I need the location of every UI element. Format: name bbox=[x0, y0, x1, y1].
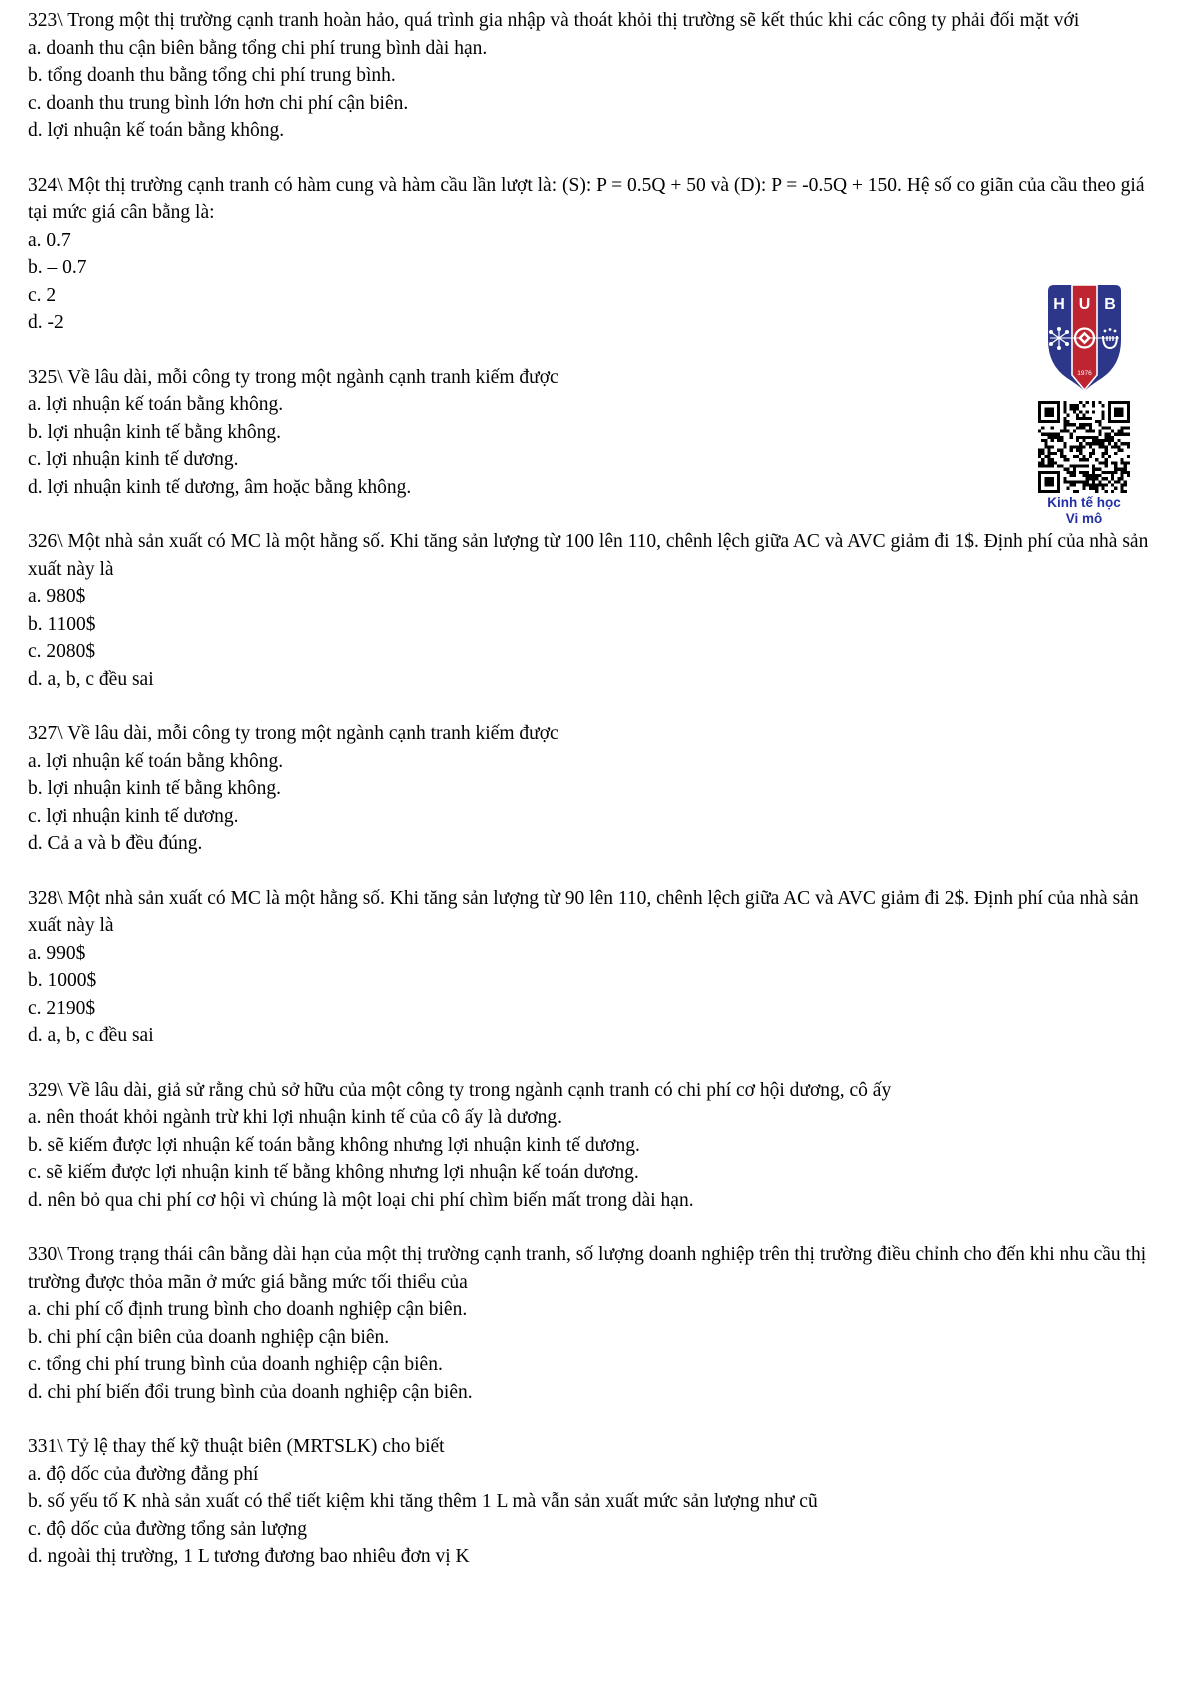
answer-option: c. độ dốc của đường tổng sản lượng bbox=[28, 1518, 307, 1540]
answer-option: c. lợi nhuận kinh tế dương. bbox=[28, 805, 239, 827]
answer-option: b. lợi nhuận kinh tế bằng không. bbox=[28, 421, 281, 443]
question-block bbox=[28, 885, 1163, 1050]
qr-label-line1: Kinh tế học bbox=[1047, 495, 1121, 510]
answer-option: a. 980$ bbox=[28, 586, 86, 607]
question-block bbox=[28, 1241, 1163, 1406]
answer-option: c. sẽ kiếm được lợi nhuận kinh tế bằng không nhưng lợi nhuận kế toán dương. bbox=[28, 1162, 639, 1183]
question-block bbox=[28, 364, 1163, 502]
answer-option: b. số yếu tố K nhà sản xuất có thể tiết kiệm khi tăng thêm 1 L mà vẫn sản xuất mức sản lượng như cũ bbox=[28, 1491, 818, 1512]
answer-option: a. lợi nhuận kế toán bằng không. bbox=[28, 394, 284, 415]
question-text: 331\ Tỷ lệ thay thế kỹ thuật biên (MRTSLK) cho biết bbox=[28, 1436, 445, 1457]
answer-option: d. lợi nhuận kinh tế dương, âm hoặc bằng không. bbox=[28, 476, 412, 498]
answer-option: a. lợi nhuận kế toán bằng không. bbox=[28, 750, 284, 772]
answer-option: c. 2190$ bbox=[28, 997, 96, 1019]
answer-option: a. doanh thu cận biên bằng tổng chi phí trung bình dài hạn. bbox=[28, 37, 488, 59]
answer-option: b. lợi nhuận kinh tế bằng không. bbox=[28, 778, 281, 799]
logo-letter-b: B bbox=[1103, 296, 1116, 313]
answer-option: d. ngoài thị trường, 1 L tương đương bao nhiêu đơn vị K bbox=[28, 1546, 470, 1567]
question-block bbox=[28, 172, 1163, 337]
answer-option: d. -2 bbox=[28, 312, 64, 333]
question-block bbox=[28, 1077, 1163, 1215]
answer-option: c. tổng chi phí trung bình của doanh nghiệp cận biên. bbox=[28, 1354, 443, 1375]
question-text: 326\ Một nhà sản xuất có MC là một hằng số. Khi tăng sản lượng từ 100 lên 110, chênh lệch giữa AC và AVC giảm đi 1$. Định phí của nhà sản xuất này là bbox=[28, 531, 1149, 580]
answer-option: c. lợi nhuận kinh tế dương. bbox=[28, 449, 239, 470]
answer-option: a. 0.7 bbox=[28, 229, 71, 251]
answer-option: a. nên thoát khỏi ngành trừ khi lợi nhuận kinh tế của cô ấy là dương. bbox=[28, 1107, 563, 1128]
question-block bbox=[28, 1433, 1163, 1571]
answer-option: b. – 0.7 bbox=[28, 257, 87, 278]
question-block bbox=[28, 7, 1163, 145]
answer-option: d. chi phí biến đổi trung bình của doanh nghiệp cận biên. bbox=[28, 1381, 473, 1403]
answer-option: d. Cả a và b đều đúng. bbox=[28, 833, 203, 854]
question-list bbox=[28, 7, 1163, 1598]
answer-option: a. 990$ bbox=[28, 942, 86, 964]
answer-option: b. 1100$ bbox=[28, 613, 96, 635]
branding-block bbox=[1036, 280, 1132, 527]
question-text: 324\ Một thị trường cạnh tranh có hàm cung và hàm cầu lần lượt là: (S): P = 0.5Q + 50 và (D): P = -0.5Q + 150. Hệ số co giãn của cầu theo giá tại mức giá cân bằng là: bbox=[28, 174, 1145, 223]
question-text: 330\ Trong trạng thái cân bằng dài hạn của một thị trường cạnh tranh, số lượng doanh nghiệp trên thị trường điều chỉnh cho đến khi nhu cầu thị trường được thỏa mãn ở mức giá bằng mức tối thiểu của bbox=[28, 1244, 1147, 1293]
answer-option: c. doanh thu trung bình lớn hơn chi phí cận biên. bbox=[28, 92, 409, 114]
question-text: 327\ Về lâu dài, mỗi công ty trong một ngành cạnh tranh kiếm được bbox=[28, 723, 559, 744]
answer-option: b. 1000$ bbox=[28, 970, 97, 991]
answer-option: d. lợi nhuận kế toán bằng không. bbox=[28, 120, 285, 141]
question-block bbox=[28, 720, 1163, 858]
question-text: 328\ Một nhà sản xuất có MC là một hằng số. Khi tăng sản lượng từ 90 lên 110, chênh lệch giữa AC và AVC giảm đi 2$. Định phí của nhà sản xuất này là bbox=[28, 887, 1139, 936]
answer-option: b. tổng doanh thu bằng tổng chi phí trung bình. bbox=[28, 65, 396, 86]
qr-label bbox=[1036, 495, 1132, 527]
answer-option: a. chi phí cố định trung bình cho doanh nghiệp cận biên. bbox=[28, 1299, 468, 1320]
answer-option: d. a, b, c đều sai bbox=[28, 1025, 154, 1046]
qr-label-line2: Vi mô bbox=[1065, 511, 1103, 526]
logo-letter-u: U bbox=[1078, 296, 1090, 313]
question-text: 329\ Về lâu dài, giả sử rằng chủ sở hữu của một công ty trong ngành cạnh tranh có chi phí cơ hội dương, cô ấy bbox=[28, 1079, 892, 1101]
question-block bbox=[28, 528, 1163, 693]
logo-letter-h: H bbox=[1052, 296, 1065, 313]
answer-option: d. a, b, c đều sai bbox=[28, 668, 154, 690]
answer-option: c. 2 bbox=[28, 284, 57, 306]
answer-option: b. chi phí cận biên của doanh nghiệp cận biên. bbox=[28, 1326, 390, 1348]
answer-option: c. 2080$ bbox=[28, 641, 96, 662]
answer-option: b. sẽ kiếm được lợi nhuận kế toán bằng không nhưng lợi nhuận kinh tế dương. bbox=[28, 1134, 640, 1156]
qr-code bbox=[1038, 401, 1130, 493]
answer-option: a. độ dốc của đường đẳng phí bbox=[28, 1463, 259, 1485]
question-text: 325\ Về lâu dài, mỗi công ty trong một ngành cạnh tranh kiếm được bbox=[28, 366, 559, 388]
hub-university-logo-icon bbox=[1042, 280, 1127, 392]
logo-year: 1976 bbox=[1076, 370, 1092, 377]
question-text: 323\ Trong một thị trường cạnh tranh hoàn hảo, quá trình gia nhập và thoát khỏi thị trường sẽ kết thúc khi các công ty phải đối mặt với bbox=[28, 10, 1080, 31]
answer-option: d. nên bỏ qua chi phí cơ hội vì chúng là một loại chi phí chìm biến mất trong dài hạn. bbox=[28, 1189, 694, 1211]
